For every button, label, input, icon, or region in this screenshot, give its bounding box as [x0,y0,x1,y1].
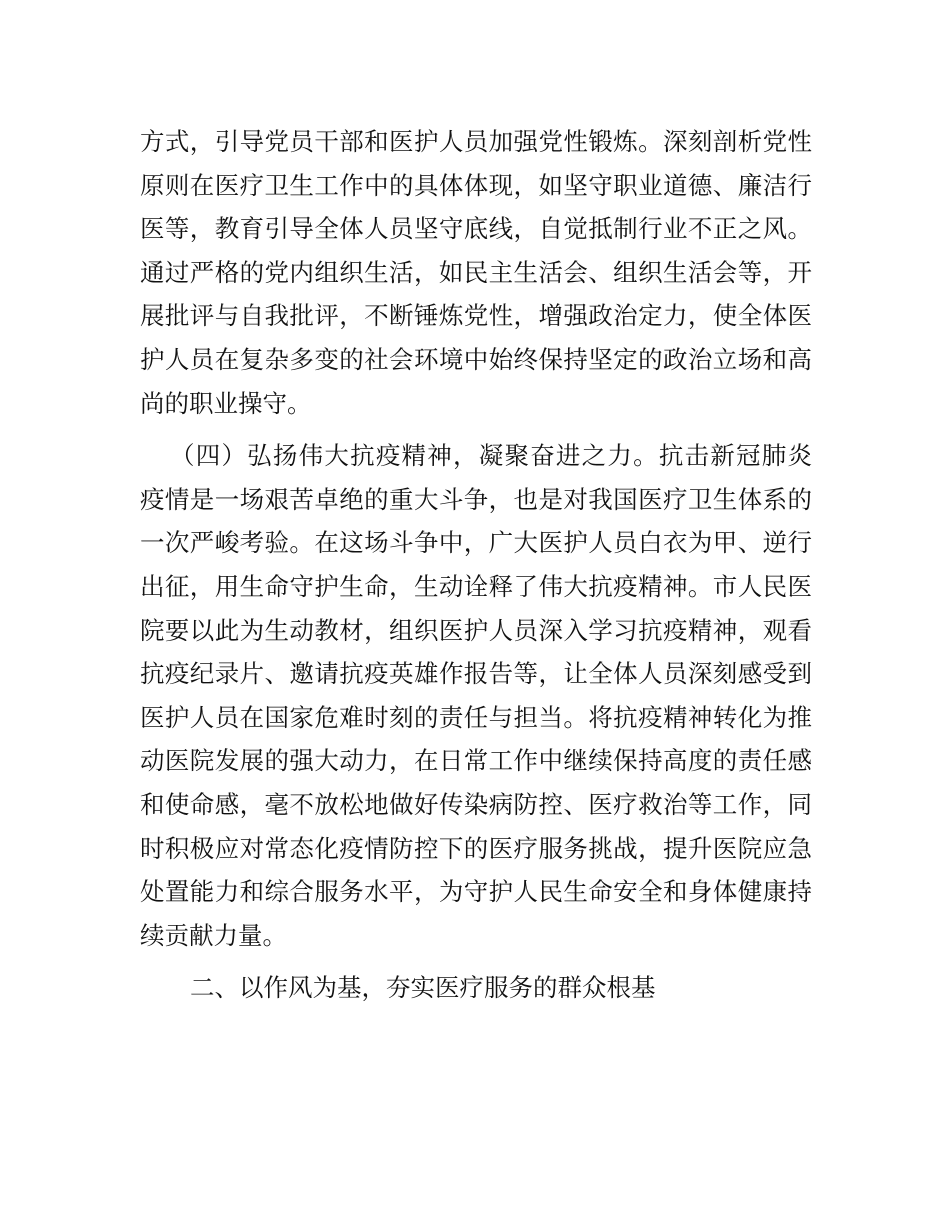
paragraph-anti-epidemic-spirit [140,434,812,957]
text-line: 医护人员在国家危难时刻的责任与担当。将抗疫精神转化为推 [140,702,812,732]
text-line: 动医院发展的强大动力，在日常工作中继续保持高度的责任感 [140,746,812,776]
text-line: 护人员在复杂多变的社会环境中始终保持坚定的政治立场和高 [140,344,812,374]
text-line: 尚的职业操守。 [140,388,312,418]
text-line: （四）弘扬伟大抗疫精神，凝聚奋进之力。抗击新冠肺炎 [170,441,812,471]
text-line: 院要以此为生动教材，组织医护人员深入学习抗疫精神，观看 [140,615,812,645]
text-line: 方式，引导党员干部和医护人员加强党性锻炼。深刻剖析党性 [140,127,812,156]
text-line: 处置能力和综合服务水平，为守护人民生命安全和身体健康持 [140,877,812,907]
text-line: 时积极应对常态化疫情防控下的医疗服务挑战，提升医院应急 [140,833,812,863]
text-line: 续贡献力量。 [140,920,287,950]
text-line: 和使命感，毫不放松地做好传染病防控、医疗救治等工作，同 [140,789,812,819]
text-line: 医等，教育引导全体人员坚守底线，自觉抵制行业不正之风。 [140,214,812,244]
text-line: 疫情是一场艰苦卓绝的重大斗争，也是对我国医疗卫生体系的 [140,484,812,514]
text-line: 一次严峻考验。在这场斗争中，广大医护人员白衣为甲、逆行 [140,528,812,558]
text-line: 通过严格的党内组织生活，如民主生活会、组织生活会等，开 [140,257,812,287]
document-page [140,120,812,1010]
text-line: 抗疫纪录片、邀请抗疫英雄作报告等，让全体人员深刻感受到 [140,659,812,689]
text-line: 原则在医疗卫生工作中的具体体现，如坚守职业道德、廉洁行 [140,170,812,200]
section-heading: 二、以作风为基，夯实医疗服务的群众根基 [190,973,656,1003]
text-line: 出征，用生命守护生命，生动诠释了伟大抗疫精神。市人民医 [140,571,812,601]
paragraph-party-spirit [140,120,812,425]
text-line: 展批评与自我批评，不断锤炼党性，增强政治定力，使全体医 [140,301,812,331]
